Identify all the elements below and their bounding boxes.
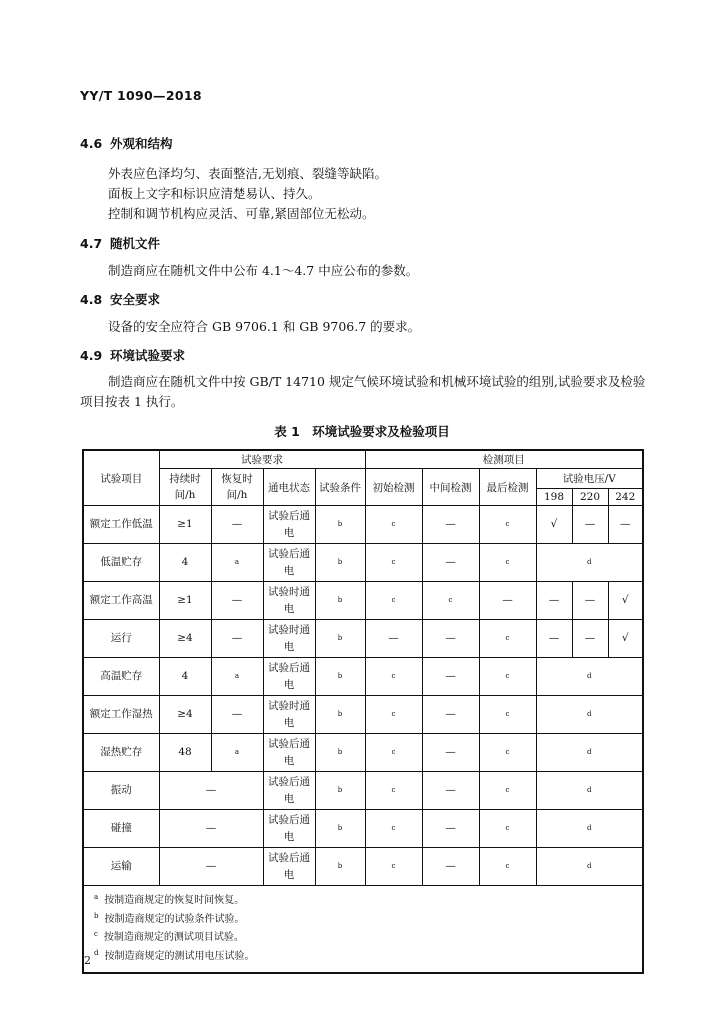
cell-duration: 4: [159, 658, 211, 696]
section-heading-4-7: [80, 234, 160, 252]
cell-initial: —: [365, 620, 422, 658]
cell-item: 碰撞: [83, 810, 159, 848]
cell-duration: ≥1: [159, 582, 211, 620]
cell-item: 运输: [83, 848, 159, 886]
cell-item: 低温贮存: [83, 544, 159, 582]
section-heading-4-6: [80, 134, 173, 152]
cell-intermediate: —: [422, 848, 479, 886]
cell-v198: —: [536, 582, 572, 620]
footnote-text: 按制造商规定的试验条件试验。: [104, 913, 245, 925]
footnote: [94, 892, 642, 911]
cell-voltage: d: [536, 544, 643, 582]
paragraph: 外表应色泽均匀、表面整洁,无划痕、裂缝等缺陷。: [108, 166, 387, 181]
cell-condition: b: [315, 506, 365, 544]
cell-duration-recovery: —: [159, 848, 263, 886]
cell-voltage: d: [536, 734, 643, 772]
cell-recovery: —: [211, 696, 263, 734]
paragraph: 制造商应在随机文件中按 GB/T 14710 规定气候环境试验和机械环境试验的组别,试验要求及检验项目按表 1 执行。: [80, 374, 646, 409]
cell-power: 试验时通电: [263, 620, 315, 658]
standard-id: YY/T 1090—2018: [80, 88, 202, 103]
cell-v198: —: [536, 620, 572, 658]
footnote: [94, 911, 642, 930]
cell-final: c: [479, 772, 536, 810]
cell-initial: c: [365, 544, 422, 582]
cell-voltage: d: [536, 696, 643, 734]
cell-initial: c: [365, 506, 422, 544]
cell-power: 试验后通电: [263, 772, 315, 810]
footnote-text: 按制造商规定的恢复时间恢复。: [104, 895, 245, 906]
cell-v220: —: [572, 582, 608, 620]
cell-v242: √: [608, 582, 643, 620]
cell-voltage: d: [536, 658, 643, 696]
cell-power: 试验后通电: [263, 544, 315, 582]
cell-v242: √: [608, 620, 643, 658]
cell-power: 试验时通电: [263, 582, 315, 620]
table-row: [83, 772, 643, 810]
cell-recovery: a: [211, 734, 263, 772]
table-row: [83, 696, 643, 734]
cell-v242: —: [608, 506, 643, 544]
cell-power: 试验后通电: [263, 734, 315, 772]
footnote-mark: d: [94, 948, 99, 957]
cell-condition: b: [315, 544, 365, 582]
cell-final: c: [479, 544, 536, 582]
header-duration: 持续时间/h: [159, 469, 211, 506]
footnote-mark: c: [94, 930, 98, 938]
header-power-state: 通电状态: [263, 469, 315, 506]
cell-recovery: —: [211, 582, 263, 620]
footnote-text: 按制造商规定的测试用电压试验。: [104, 950, 255, 962]
cell-intermediate: —: [422, 734, 479, 772]
table-footnotes: [83, 886, 643, 974]
cell-v220: —: [572, 506, 608, 544]
cell-power: 试验后通电: [263, 658, 315, 696]
cell-initial: c: [365, 734, 422, 772]
cell-condition: b: [315, 734, 365, 772]
cell-recovery: —: [211, 506, 263, 544]
cell-item: 额定工作湿热: [83, 696, 159, 734]
section-heading-4-9: [80, 346, 185, 364]
cell-recovery: —: [211, 620, 263, 658]
cell-item: 高温贮存: [83, 658, 159, 696]
cell-intermediate: c: [422, 582, 479, 620]
cell-duration: ≥1: [159, 506, 211, 544]
cell-duration-recovery: —: [159, 810, 263, 848]
header-recovery: 恢复时间/h: [211, 469, 263, 506]
cell-final: c: [479, 658, 536, 696]
cell-condition: b: [315, 772, 365, 810]
cell-power: 试验后通电: [263, 848, 315, 886]
table-caption: 表 1 环境试验要求及检验项目: [274, 424, 450, 439]
cell-condition: b: [315, 658, 365, 696]
table-row: [83, 544, 643, 582]
section-title: 安全要求: [110, 292, 161, 307]
cell-intermediate: —: [422, 810, 479, 848]
header-v220: 220: [572, 489, 608, 506]
cell-duration: ≥4: [159, 696, 211, 734]
cell-voltage: d: [536, 772, 643, 810]
table-row: [83, 810, 643, 848]
cell-final: c: [479, 696, 536, 734]
cell-intermediate: —: [422, 658, 479, 696]
cell-duration: 48: [159, 734, 211, 772]
header-inspection-items: 检测项目: [365, 450, 643, 469]
cell-final: c: [479, 848, 536, 886]
cell-item: 振动: [83, 772, 159, 810]
footnote-mark: a: [94, 893, 99, 901]
cell-voltage: d: [536, 848, 643, 886]
cell-final: —: [479, 582, 536, 620]
cell-intermediate: —: [422, 506, 479, 544]
paragraph: 制造商应在随机文件中公布 4.1～4.7 中应公布的参数。: [108, 263, 419, 278]
section-title: 环境试验要求: [110, 348, 186, 363]
cell-initial: c: [365, 696, 422, 734]
cell-intermediate: —: [422, 696, 479, 734]
section-number: 4.8: [80, 292, 103, 307]
cell-intermediate: —: [422, 772, 479, 810]
cell-recovery: a: [211, 544, 263, 582]
page-number: 2: [84, 954, 91, 967]
table-row: [83, 506, 643, 544]
section-number: 4.9: [80, 348, 103, 363]
cell-condition: b: [315, 620, 365, 658]
footnote-mark: b: [94, 911, 99, 920]
cell-item: 湿热贮存: [83, 734, 159, 772]
cell-condition: b: [315, 848, 365, 886]
section-heading-4-8: [80, 290, 160, 308]
table-row: [83, 848, 643, 886]
cell-recovery: a: [211, 658, 263, 696]
cell-initial: c: [365, 810, 422, 848]
cell-item: 额定工作低温: [83, 506, 159, 544]
header-v242: 242: [608, 489, 643, 506]
header-v198: 198: [536, 489, 572, 506]
cell-item: 运行: [83, 620, 159, 658]
cell-final: c: [479, 506, 536, 544]
header-test-voltage: 试验电压/V: [536, 469, 643, 489]
footnote-row: [83, 886, 643, 974]
cell-initial: c: [365, 848, 422, 886]
table-row: [83, 620, 643, 658]
cell-v198: √: [536, 506, 572, 544]
section-number: 4.7: [80, 236, 103, 251]
cell-final: c: [479, 734, 536, 772]
cell-intermediate: —: [422, 544, 479, 582]
footnote-text: 按制造商规定的测试项目试验。: [103, 932, 244, 943]
header-initial: 初始检测: [365, 469, 422, 506]
header-test-item: 试验项目: [83, 450, 159, 506]
cell-condition: b: [315, 582, 365, 620]
table-row: [83, 582, 643, 620]
cell-power: 试验后通电: [263, 810, 315, 848]
header-final: 最后检测: [479, 469, 536, 506]
environment-test-table: [82, 449, 644, 974]
header-test-requirements: 试验要求: [159, 450, 365, 469]
cell-initial: c: [365, 772, 422, 810]
cell-intermediate: —: [422, 620, 479, 658]
header-test-condition: 试验条件: [315, 469, 365, 506]
cell-final: c: [479, 810, 536, 848]
cell-item: 额定工作高温: [83, 582, 159, 620]
section-number: 4.6: [80, 136, 103, 151]
paragraph: 设备的安全应符合 GB 9706.1 和 GB 9706.7 的要求。: [108, 319, 421, 334]
cell-voltage: d: [536, 810, 643, 848]
cell-condition: b: [315, 810, 365, 848]
cell-initial: c: [365, 582, 422, 620]
cell-final: c: [479, 620, 536, 658]
footnote: [94, 948, 642, 967]
section-title: 随机文件: [110, 236, 161, 251]
cell-condition: b: [315, 696, 365, 734]
cell-power: 试验后通电: [263, 506, 315, 544]
paragraph: 控制和调节机构应灵活、可靠,紧固部位无松动。: [108, 206, 375, 221]
table-row: [83, 658, 643, 696]
cell-v220: —: [572, 620, 608, 658]
paragraph: 面板上文字和标识应清楚易认、持久。: [108, 186, 321, 201]
table-row: [83, 734, 643, 772]
cell-power: 试验时通电: [263, 696, 315, 734]
cell-duration-recovery: —: [159, 772, 263, 810]
section-title: 外观和结构: [110, 136, 173, 151]
cell-duration: ≥4: [159, 620, 211, 658]
cell-duration: 4: [159, 544, 211, 582]
footnote: [94, 929, 642, 948]
header-intermediate: 中间检测: [422, 469, 479, 506]
cell-initial: c: [365, 658, 422, 696]
